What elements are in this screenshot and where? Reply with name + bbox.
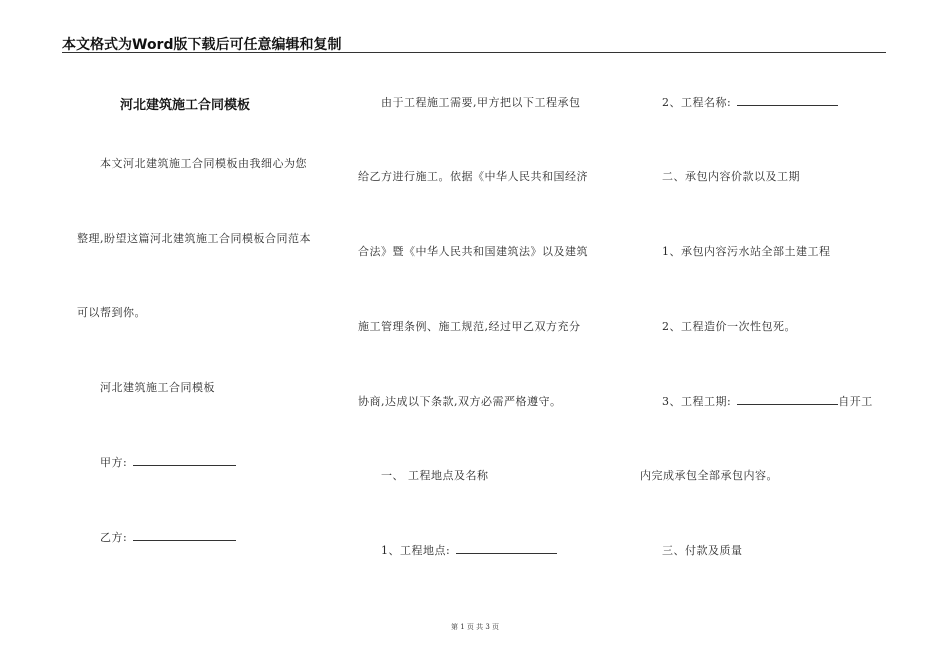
party-b-line [100, 529, 236, 545]
party-a-blank [133, 454, 236, 466]
party-a-label: 甲方: [100, 456, 128, 469]
intro-line-3: 可以帮到你。 [77, 306, 146, 319]
intro-line-1: 本文河北建筑施工合同模板由我细心为您 [100, 157, 307, 170]
subtitle: 河北建筑施工合同模板 [100, 381, 215, 394]
construction-period-tail: 自开工 [838, 395, 873, 408]
section-heading-3: 三、付款及质量 [662, 544, 743, 557]
intro-line-2: 整理,盼望这篇河北建筑施工合同模板合同范本 [77, 232, 311, 245]
body-line-5: 协商,达成以下条款,双方必需严格遵守。 [358, 395, 562, 408]
body-line-2: 给乙方进行施工。依据《中华人民共和国经济 [358, 170, 588, 183]
project-location-blank [456, 542, 557, 554]
body-line-3: 合法》暨《中华人民共和国建筑法》以及建筑 [358, 245, 588, 258]
project-location-label: 1、工程地点: [381, 544, 451, 557]
contract-price-line: 2、工程造价一次性包死。 [662, 320, 796, 333]
construction-period-line [662, 393, 873, 409]
project-name-label: 2、工程名称: [662, 96, 732, 109]
construction-period-blank [737, 393, 838, 405]
project-location-line [381, 542, 557, 558]
body-line-1: 由于工程施工需要,甲方把以下工程承包 [381, 96, 581, 109]
project-name-blank [737, 94, 838, 106]
section-heading-2: 二、承包内容价款以及工期 [662, 170, 800, 183]
section-heading-1: 一、 工程地点及名称 [381, 469, 489, 482]
construction-period-label: 3、工程工期: [662, 395, 732, 408]
party-b-blank [133, 529, 236, 541]
party-a-line [100, 454, 236, 470]
party-b-label: 乙方: [100, 531, 128, 544]
page-number: 第 1 页 共 3 页 [450, 623, 500, 631]
contract-scope-line: 1、承包内容污水站全部土建工程 [662, 245, 831, 258]
body-line-4: 施工管理条例、施工规范,经过甲乙双方充分 [358, 320, 581, 333]
construction-period-continuation: 内完成承包全部承包内容。 [640, 469, 778, 482]
document-header: 本文格式为Word版下载后可任意编辑和复制 [62, 37, 342, 53]
document-title: 河北建筑施工合同模板 [120, 98, 251, 113]
header-divider [62, 52, 886, 53]
project-name-line [662, 94, 838, 110]
